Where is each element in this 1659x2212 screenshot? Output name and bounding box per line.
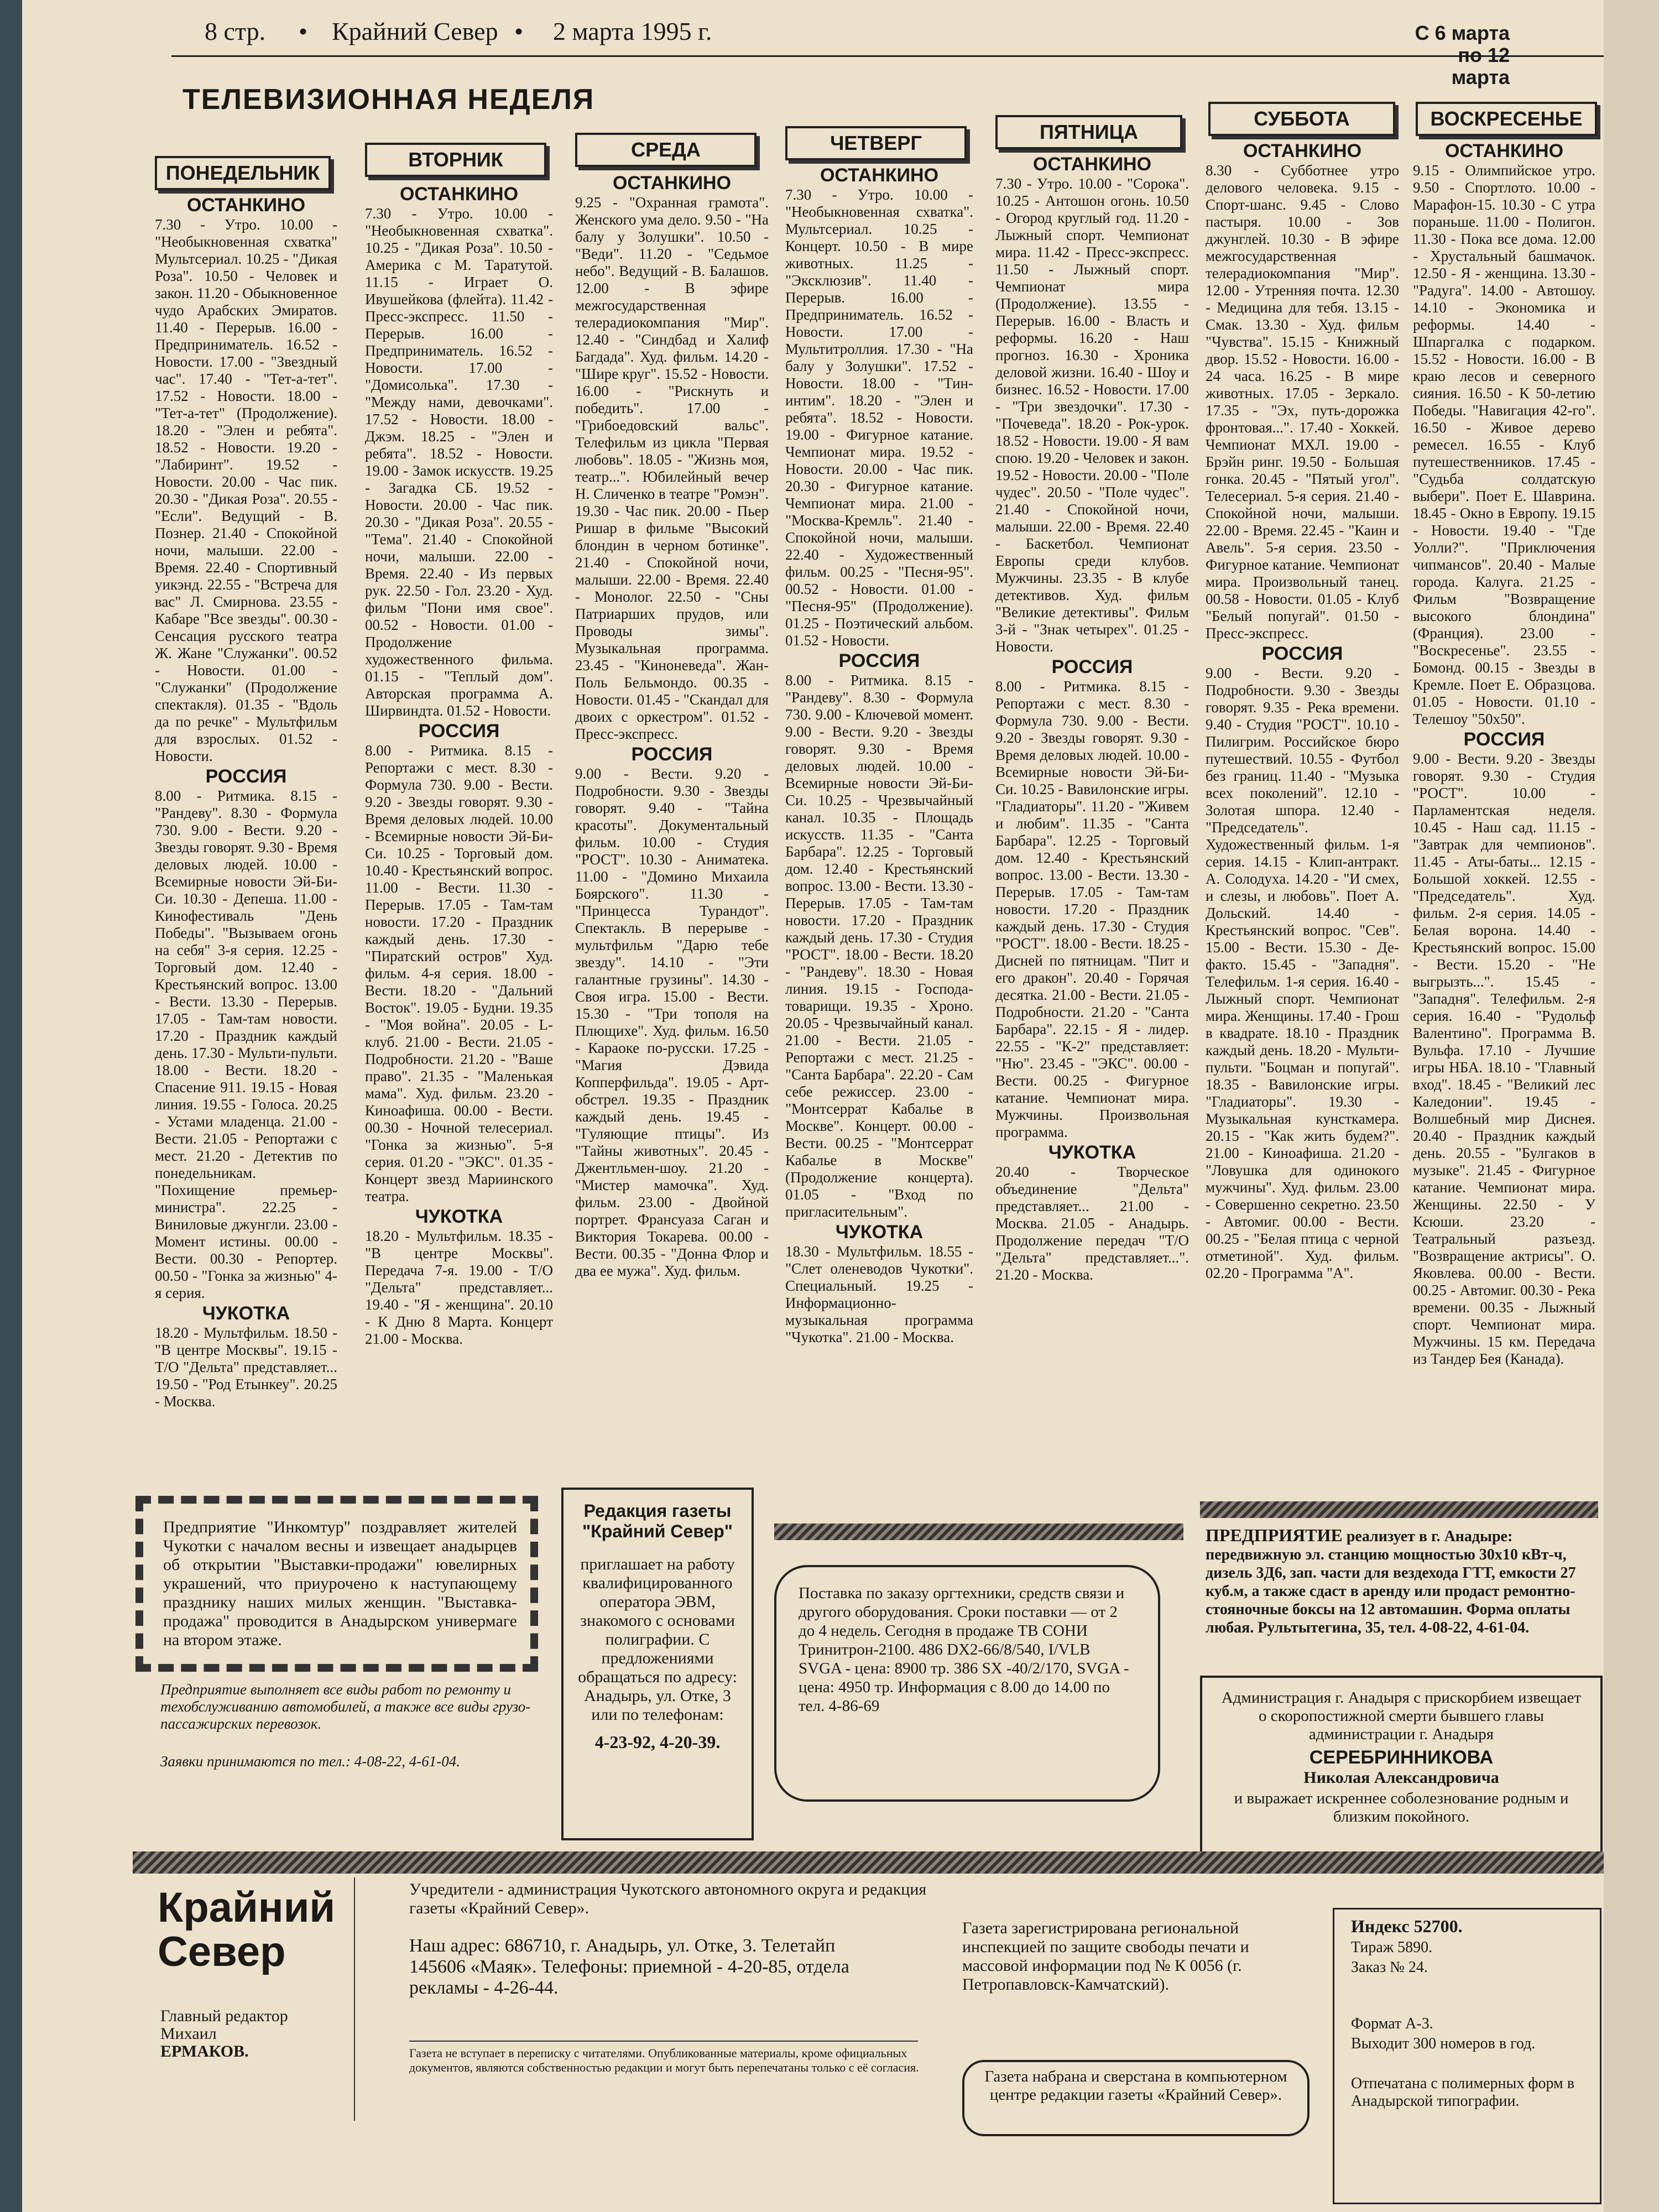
enterprise-ad: ПРЕДПРИЯТИЕ реализует в г. Анадыре: передвижную эл. станцию мощностью 30х10 кВт-ч, дизель 3Д6, зап. части для вездехода ГТТ, емкости 27 куб.м, а также сдаст в аренду или продаст ремонтно-стояночные боксы на 12 автомашин. Форма оплаты любая. Рультытегина, 35, тел. 4-08-22, 4-61-04. <box>1206 1525 1576 1636</box>
thursday-rossiya: 8.00 - Ритмика. 8.15 - "Рандеву". 8.30 - Формула 730. 9.00 - Ключевой момент. 9.00 - Вести. 9.20 - Звезды говорят. 9.30 - Время деловых людей. 10.00 - Всемирные новости Эй-Би-Си. 10.25 - Чрезвычайный канал. 10.35 - Площадь искусств. 11.35 - "Санта Барбара". 12.25 - Торговый дом. 12.40 - Крестьянский вопрос. 13.00 - Вести. 13.30 - Перерыв. 17.05 - Там-там новости. 17.20 - Праздник каждый день. 17.30 - Студия "РОСТ". 18.00 - Вести. 18.20 - "Рандеву". 18.30 - Новая линия. 19.15 - Господа-товарищи. 19.35 - Хроно. 20.05 - Чрезвычайный канал. 21.00 - Вести. 21.05 - Репортажи с мест. 21.25 - "Санта Барбара". 22.20 - Сам себе режиссер. 23.00 - "Монтсеррат Кабалье в Москве". Концерт. 00.00 - Вести. 00.25 - "Монтсеррат Кабалье в Москве" (Продолжение концерта). 01.05 - "Вход по пригласительным". <box>785 672 973 1220</box>
saturday-ostankino: 8.30 - Субботнее утро делового человека. 9.15 - Спорт-шанс. 9.45 - Слово пастыря. 10.00 - Зов джунглей. 10.30 - В эфире межгосударственная телерадиокомпания "Мир". 12.00 - Утренняя почта. 12.30 - Медицина для тебя. 13.15 - Смак. 13.30 - Худ. фильм "Чувства". 15.15 - Книжный двор. 15.52 - Новости. 16.00 - 24 часа. 16.25 - В мире животных. 17.05 - Зеркало. 17.35 - "Эх, путь-дорожка фронтовая...". 17.40 - Хоккей. Чемпионат МХЛ. 19.00 - Брэйн ринг. 19.50 - Большая гонка. 20.45 - "Пятый угол". Телесериал. 5-я серия. 21.40 - Спокойной ночи, малыши. 22.00 - Время. 22.45 - "Каин и Авель". 5-я серия. 23.50 - Фигурное катание. Чемпионат мира. Произвольный танец. 00.58 - Новости. 01.05 - Клуб "Белый попугай". 01.50 - Пресс-экспресс. <box>1206 162 1399 641</box>
computer-supply-ad: Поставка по заказу оргтехники, средств связи и другого оборудования. Сроки поставки — от 2 до 4 недель. Сегодня в продаже ТВ СОНИ Тринитрон-2100. 486 DX2-66/8/540, I/VLB SVGA - цена: 8900 тр. 386 SX -40/2/170, SVGA - цена: 4950 тр. Информация с 8.00 до 14.00 по тел. 4-86-69 <box>774 1565 1160 1802</box>
inkomtur-ad: Предприятие "Инкомтур" поздравляет жителей Чукотки с началом весны и извещает анадырцев об открытии "Выставки-продажи" ювелирных украшений, что приурочено к наступающему празднику наших милых женщин. "Выставка-продажа" проводится в Анадырском универмаге на втором этаже. <box>163 1518 517 1649</box>
editorial-title: Редакция газеты "Крайний Север" <box>582 1501 733 1541</box>
masthead-bar: 8 стр. • Крайний Север • 2 марта 1995 г. <box>171 11 1604 57</box>
week-range: С 6 марта по 12 марта <box>1415 22 1510 88</box>
channel-rossiya: РОССИЯ <box>205 766 287 787</box>
masthead-paper-name: Крайний Север <box>332 17 498 45</box>
channel-ostankino: ОСТАНКИНО <box>186 195 306 216</box>
tuesday-rossiya: 8.00 - Ритмика. 8.15 - Репортажи с мест. 8.30 - Формула 730. 9.00 - Вести. 9.20 - Звезды говорят. 9.30 - Время деловых людей. 10.00 - Всемирные новости Эй-Би-Си. 10.25 - Торговый дом. 10.40 - Крестьянский вопрос. 11.00 - Вести. 11.30 - Перерыв. 17.05 - Там-там новости. 17.20 - Праздник каждый день. 17.30 - "Пиратский остров" Худ. фильм. 4-я серия. 18.00 - Вести. 18.20 - "Дальний Восток". 19.05 - Будни. 19.35 - "Моя война". 20.05 - L-клуб. 21.00 - Вести. 21.05 - Подробности. 21.20 - "Ваше право". 21.35 - "Маленькая мама". Худ. фильм. 23.20 - Киноафиша. 00.00 - Вести. 00.30 - Ночной телесериал. "Гонка за жизнью". 5-я серия. 01.20 - "ЭКС". 01.35 - Концерт звезд Мариинского театра. <box>365 742 553 1204</box>
sunday-ostankino: 9.15 - Олимпийское утро. 9.50 - Спортлото. 10.00 - Марафон-15. 10.30 - С утра пораньше. 11.00 - Полигон. 11.30 - Пока все дома. 12.00 - Хрустальный башмачок. 12.50 - Я - женщина. 13.30 - "Радуга". 14.00 - Автошоу. 14.10 - Экономика и реформы. 14.40 - Шпаргалка с подарком. 15.52 - Новости. 16.00 - В краю лесов и северного сияния. 16.50 - К 50-летию Победы. "Навигация 42-го". 16.50 - Живое дерево ремесел. 16.55 - Клуб путешественников. 17.45 - "Судьба солдатскую выбери". Поет Е. Шаврина. 18.45 - Окно в Европу. 19.15 - Новости. 19.40 - "Где Уолли?". "Приключения чипмансов". 20.40 - Малые города. Калуга. 21.25 - Фильм "Возвращение высокого блондина" (Франция). 23.00 - "Воскресенье". 23.55 - Бомонд. 00.15 - Звезды в Кремле. Поет Е. Образцова. 01.05 - Новости. 01.10 - Телешоу "50х50". <box>1413 162 1595 727</box>
tv-week-title: ТЕЛЕВИЗИОННАЯ НЕДЕЛЯ <box>182 84 595 116</box>
wednesday-rossiya: 9.00 - Вести. 9.20 - Подробности. 9.30 - Звезды говорят. 9.40 - "Тайна красоты". Документальный фильм. 10.00 - Студия "РОСТ". 10.30 - Аниматека. 11.00 - "Домино Михаила Боярского". 11.30 - "Принцесса Турандот". Спектакль. В перерыве - мультфильм "Дарю тебе звезду". 14.10 - "Эти галантные грузины". 14.30 - Своя игра. 15.00 - Вести. 15.30 - "Три тополя на Плющихе". Худ. фильм. 16.50 - Караоке по-русски. 17.25 - "Магия Дэвида Копперфильда". 19.05 - Арт-обстрел. 19.35 - Праздник каждый день. 19.45 - "Гуляющие птицы". Из "Тайны животных". 20.45 - Джентльмен-шоу. 21.20 - "Мистер мамочка". Худ. фильм. 23.00 - Двойной портрет. Франсуаза Саган и Виктория Токарева. 00.00 - Вести. 00.35 - "Донна Флор и два ее мужа". Худ. фильм. <box>575 765 769 1279</box>
day-header-wednesday: СРЕДА <box>575 133 757 167</box>
channel-chukotka: ЧУКОТКА <box>202 1303 290 1324</box>
sunday-rossiya: 9.00 - Вести. 9.20 - Звезды говорят. 9.30 - Студия "РОСТ". 10.00 - Парламентская неделя. 10.45 - Наш сад. 11.15 - "Завтрак для чемпионов". 11.45 - Аты-баты... 12.15 - Большой хоккей. 12.55 - "Председатель". Худ. фильм. 2-я серия. 14.05 - Белая ворона. 14.40 - Крестьянский вопрос. 15.00 - Вести. 15.20 - "Не выгрызть...". 15.45 - "Западня". Телефильм. 2-я серия. 16.40 - "Рудольф Валентино". Программа В. Вульфа. 17.10 - Лучшие игры НБА. 18.10 - "Главный вход". 18.45 - "Великий лес Каледонии". 19.45 - Волшебный мир Диснея. 20.40 - Праздник каждый день. 20.55 - "Булгаков в музыке". 21.45 - Фигурное катание. Чемпионат мира. Женщины. 22.50 - У Ксюши. 23.20 - Театральный разъезд. "Возвращение актрисы". О. Яковлева. 00.00 - Вести. 00.25 - Автомиг. 00.30 - Река времени. 00.35 - Лыжный спорт. Чемпионат мира. Мужчины. 15 км. Передача из Тандер Бея (Канада). <box>1413 750 1595 1367</box>
print-info-box: Индекс 52700. Тираж 5890. Заказ № 24. Формат А-3. Выходит 300 номеров в год. Отпечатана с полимерных форм в Анадырской типографии. <box>1333 1908 1601 2204</box>
page-number: 8 стр. <box>205 17 266 45</box>
friday-chukotka: 20.40 - Творческое объединение "Дельта" представляет... 21.00 - Москва. 21.05 - Анадырь. Продолжение передач "Т/О "Дельта" представляет...". 21.20 - Москва. <box>995 1164 1189 1283</box>
repair-ad: Предприятие выполняет все виды работ по ремонту и техобслуживанию автомобилей, а также все виды грузо-пассажирских перевозок. <box>160 1681 531 1732</box>
thursday-ostankino: 7.30 - Утро. 10.00 - "Необыкновенная схватка". Мультсериал. 10.25 - Концерт. 10.50 - В мире животных. 11.25 - "Эксклюзив". 11.40 - Перерыв. 16.00 - Предприниматель. 16.52 - Новости. 17.00 - Мультитроллия. 17.30 - "На балу у Золушки". 17.52 - Новости. 18.00 - "Тин-интим". 18.20 - "Элен и ребята". 18.52 - Новости. 19.00 - Фигурное катание. Чемпионат мира. 19.52 - Новости. 20.00 - Час пик. 20.30 - Фигурное катание. Чемпионат мира. 21.00 - "Москва-Кремль". 21.40 - Спокойной ночи, малыши. 22.40 - Художественный фильм. 00.25 - "Песня-95". 00.52 - Новости. 01.00 - "Песня-95" (Продолжение). 01.25 - Поэтический альбом. 01.52 - Новости. <box>785 186 973 649</box>
wednesday-ostankino: 9.25 - "Охранная грамота". Женского ума дело. 9.50 - "На балу у Золушки". 10.50 - "Веди". 11.20 - "Седьмое небо". Ведущий - В. Балашов. 12.00 - В эфире межгосударственная телерадиокомпания "Мир". 12.40 - "Синдбад и Халиф Багдада". Худ. фильм. 14.20 - "Шире круг". 15.52 - Новости. 16.00 - "Рискнуть и победить". 17.00 - "Грибоедовский вальс". Телефильм из цикла "Первая любовь". 18.05 - "Жизнь моя, театр...". Юбилейный вечер Н. Сличенко в театре "Ромэн". 19.30 - Час пик. 20.00 - Пьер Ришар в фильме "Высокий блондин в черном ботинке". 21.40 - Спокойной ночи, малыши. 22.00 - Время. 22.40 - Монолог. 22.50 - "Сны Патриарших прудов, или Проводы зимы". Музыкальная программа. 23.45 - "Киноневеда". Жан-Поль Бельмондо. 00.35 - Новости. 01.45 - "Скандал для двоих с оркестром". 01.52 - Пресс-экспресс. <box>575 194 769 742</box>
masthead-date: 2 марта 1995 г. <box>553 17 712 45</box>
day-header-monday: ПОНЕДЕЛЬНИК <box>155 156 331 190</box>
day-header-thursday: ЧЕТВЕРГ <box>785 126 967 160</box>
separator-bar <box>774 1524 1183 1540</box>
editorial-body: приглашает на работу квалифицированного оператора ЭВМ, знакомого с основами полиграфии. С предложениями обращаться по адресу: Анадырь, ул. Отке, 3 или по телефонам: <box>578 1555 737 1724</box>
footer-logo: Крайний Север <box>158 1884 336 1975</box>
registration-info: Газета зарегистрирована региональной инспекцией по защите свободы печати и массовой информации под № К 0056 (г. Петропавловск-Камчатский). <box>962 1919 1249 1994</box>
separator-bar <box>1200 1501 1598 1518</box>
saturday-column: ОСТАНКИНО 8.30 - Субботнее утро делового человека. 9.15 - Спорт-шанс. 9.45 - Слово пастыря. 10.00 - Зов джунглей. 10.30 - В эфире межгосударственная телерадиокомпания "Мир". 12.00 - Утренняя почта. 12.30 - Медицина для тебя. 13.15 - Смак. 13.30 - Худ. фильм "Чувства". 15.15 - Книжный двор. 15.52 - Новости. 16.00 - 24 часа. 16.25 - В мире животных. 17.05 - Зеркало. 17.35 - "Эх, путь-дорожка фронтовая...". 17.40 - Хоккей. Чемпионат МХЛ. 19.00 - Брэйн ринг. 19.50 - Большая гонка. 20.45 - "Пятый угол". Телесериал. 5-я серия. 21.40 - Спокойной ночи, малыши. 22.00 - Время. 22.45 - "Каин и Авель". 5-я серия. 23.50 - Фигурное катание. Чемпионат мира. Произвольный танец. 00.58 - Новости. 01.05 - Клуб "Белый попугай". 01.50 - Пресс-экспресс. РОССИЯ 9.00 - Вести. 9.20 - Подробности. 9.30 - Звезды говорят. 9.35 - Река времени. 9.40 - Студия "РОСТ". 10.10 - Пилигрим. Российское бюро путешествий. 10.55 - Футбол без границ. 11.40 - "Музыка всех поколений". 12.10 - Золотая шпора. 12.40 - "Председатель". Художественный фильм. 1-я серия. 14.15 - Клип-антракт. А. Солодуха. 14.20 - "И смех, и слезы, и любовь". Поет А. Дольский. 14.40 - Крестьянский вопрос. "Сев". 15.00 - Вести. 15.30 - Де-факто. 15.45 - "Западня". Телефильм. 1-я серия. 16.40 - Лыжный спорт. Чемпионат мира. Женщины. 17.40 - Грош в квадрате. 18.10 - Праздник каждый день. 18.20 - Мульти-пульти. "Боцман и попугай". 18.35 - Вавилонские игры. "Гладиаторы". 19.30 - Музыкальная кунсткамера. 20.15 - "Как жить будем?". 21.00 - Киноафиша. 21.20 - "Ловушка для одинокого мужчины". Худ. фильм. 23.00 - Совершенно секретно. 23.50 - Автомиг. 00.00 - Вести. 00.25 - "Белая птица с черной отметиной". Худ. фильм. 02.20 - Программа "А". <box>1206 140 1399 1281</box>
typeset-info: Газета набрана и сверстана в компьютерном центре редакции газеты «Крайний Север». <box>962 2060 1310 2136</box>
repair-phones: Заявки принимаются по тел.: 4-08-22, 4-61-04. <box>160 1753 461 1770</box>
monday-column <box>155 194 337 1410</box>
footer-separator <box>133 1851 1604 1874</box>
day-header-sunday: ВОСКРЕСЕНЬЕ <box>1416 102 1597 136</box>
editorial-vacancy-box <box>561 1488 754 1840</box>
day-header-tuesday: ВТОРНИК <box>365 143 546 177</box>
thursday-column: ОСТАНКИНО 7.30 - Утро. 10.00 - "Необыкновенная схватка". Мультсериал. 10.25 - Концерт. 10.50 - В мире животных. 11.25 - "Эксклюзив". 11.40 - Перерыв. 16.00 - Предприниматель. 16.52 - Новости. 17.00 - Мультитроллия. 17.30 - "На балу у Золушки". 17.52 - Новости. 18.00 - "Тин-интим". 18.20 - "Элен и ребята". 18.52 - Новости. 19.00 - Фигурное катание. Чемпионат мира. 19.52 - Новости. 20.00 - Час пик. 20.30 - Фигурное катание. Чемпионат мира. 21.00 - "Москва-Кремль". 21.40 - Спокойной ночи, малыши. 22.40 - Художественный фильм. 00.25 - "Песня-95". 00.52 - Новости. 01.00 - "Песня-95" (Продолжение). 01.25 - Поэтический альбом. 01.52 - Новости. РОССИЯ 8.00 - Ритмика. 8.15 - "Рандеву". 8.30 - Формула 730. 9.00 - Ключевой момент. 9.00 - Вести. 9.20 - Звезды говорят. 9.30 - Время деловых людей. 10.00 - Всемирные новости Эй-Би-Си. 10.25 - Чрезвычайный канал. 10.35 - Площадь искусств. 11.35 - "Санта Барбара". 12.25 - Торговый дом. 12.40 - Крестьянский вопрос. 13.00 - Вести. 13.30 - Перерыв. 17.05 - Там-там новости. 17.20 - Праздник каждый день. 17.30 - Студия "РОСТ". 18.00 - Вести. 18.20 - "Рандеву". 18.30 - Новая линия. 19.15 - Господа-товарищи. 19.35 - Хроно. 20.05 - Чрезвычайный канал. 21.00 - Вести. 21.05 - Репортажи с мест. 21.25 - "Санта Барбара". 22.20 - Сам себе режиссер. 23.00 - "Монтсеррат Кабалье в Москве". Концерт. 00.00 - Вести. 00.25 - "Монтсеррат Кабалье в Москве" (Продолжение концерта). 01.05 - "Вход по пригласительным". ЧУКОТКА 18.30 - Мультфильм. 18.55 - "Слет оленеводов Чукотки". Специальный. 19.25 - Информационно-музыкальная программа "Чукотка". 21.00 - Москва. <box>785 165 973 1345</box>
tuesday-column: ОСТАНКИНО 7.30 - Утро. 10.00 - "Необыкновенная схватка". 10.25 - "Дикая Роза". 10.50 - Америка с М. Таратутой. 11.15 - Играет О. Ивушейкова (флейта). 11.42 - Пресс-экспресс. 11.50 - Перерыв. 16.00 - Предприниматель. 16.52 - Новости. 17.00 - "Домисолька". 17.30 - "Между нами, девочками". 17.52 - Новости. 18.00 - Джэм. 18.25 - "Элен и ребята". 18.52 - Новости. 19.00 - Замок искусств. 19.25 - Загадка СБ. 19.52 - Новости. 20.00 - Час пик. 20.30 - "Дикая Роза". 20.55 - "Тема". 21.40 - Спокойной ночи, малыши. 22.00 - Время. 22.40 - Из первых рук. 22.50 - Гол. 23.20 - Худ. фильм "Пони имя свое". 00.52 - Новости. 01.00 - Продолжение художественного фильма. 01.15 - "Теплый дом". Авторская программа А. Ширвиндта. 01.52 - Новости. РОССИЯ 8.00 - Ритмика. 8.15 - Репортажи с мест. 8.30 - Формула 730. 9.00 - Вести. 9.20 - Звезды говорят. 9.30 - Время деловых людей. 10.00 - Всемирные новости Эй-Би-Си. 10.25 - Торговый дом. 10.40 - Крестьянский вопрос. 11.00 - Вести. 11.30 - Перерыв. 17.05 - Там-там новости. 17.20 - Праздник каждый день. 17.30 - "Пиратский остров" Худ. фильм. 4-я серия. 18.00 - Вести. 18.20 - "Дальний Восток". 19.05 - Будни. 19.35 - "Моя война". 20.05 - L-клуб. 21.00 - Вести. 21.05 - Подробности. 21.20 - "Ваше право". 21.35 - "Маленькая мама". Худ. фильм. 23.20 - Киноафиша. 00.00 - Вести. 00.30 - Ночной телесериал. "Гонка за жизнью". 5-я серия. 01.20 - "ЭКС". 01.35 - Концерт звезд Мариинского театра. ЧУКОТКА 18.20 - Мультфильм. 18.35 - "В центре Москвы". Передача 7-я. 19.00 - Т/О "Дельта" представляет... 19.40 - "Я - женщина". 20.10 - К Дню 8 Марта. Концерт 21.00 - Москва. <box>365 184 553 1347</box>
tuesday-chukotka: 18.20 - Мультфильм. 18.35 - "В центре Москвы". Передача 7-я. 19.00 - Т/О "Дельта" представляет... 19.40 - "Я - женщина". 20.10 - К Дню 8 Марта. Концерт 21.00 - Москва. <box>365 1228 553 1347</box>
newspaper-page <box>22 0 1626 2212</box>
condolence-notice: Администрация г. Анадыря с прискорбием извещает о скоропостижной смерти бывшего главы администрации г. Анадыря СЕРЕБРИННИКОВА Николая Александровича и выражает искреннее соболезнование родным и близким покойного. <box>1200 1676 1603 1857</box>
editorial-phones: 4-23-92, 4-20-39. <box>594 1732 721 1752</box>
friday-ostankino: 7.30 - Утро. 10.00 - "Сорока". 10.25 - Антошон огонь. 10.50 - Огород круглый год. 11.20 - Лыжный спорт. Чемпионат мира. 11.42 - Пресс-экспресс. 11.50 - Лыжный спорт. Чемпионат мира (Продолжение). 13.55 - Перерыв. 16.00 - Власть и реформы. 16.20 - Наш прогноз. 16.30 - Хроника деловой жизни. 16.40 - Шоу и бизнес. 16.52 - Новости. 17.00 - "Три звездочки". 17.30 - "Почеведа". 18.20 - Рок-урок. 18.52 - Новости. 19.00 - Я вам спою. 19.20 - Человек и закон. 19.52 - Новости. 20.00 - "Поле чудес". 20.50 - "Поле чудес". 21.40 - Спокойной ночи, малыши. 22.00 - Время. 22.40 - Баскетбол. Чемпионат Европы среди клубов. Мужчины. 23.35 - В клубе детективов. Худ. фильм "Великие детективы". Фильм 3-й - "Знак четырех". 01.25 - Новости. <box>995 175 1189 655</box>
monday-rossiya: 8.00 - Ритмика. 8.15 - "Рандеву". 8.30 - Формула 730. 9.00 - Вести. 9.20 - Звезды говорят. 9.30 - Время деловых людей. 10.00 - Всемирные новости Эй-Би-Си. 10.30 - Депеша. 11.00 - Кинофестиваль "День Победы". "Вызываем огонь на себя" 3-я серия. 12.25 - Торговый дом. 12.40 - Крестьянский вопрос. 13.00 - Вести. 13.30 - Перерыв. 17.05 - Там-там новости. 17.20 - Праздник каждый день. 17.30 - Мульти-пульти. 18.00 - Вести. 18.20 - Спасение 911. 19.15 - Новая линия. 19.55 - Голоса. 20.25 - Устами младенца. 21.00 - Вести. 21.05 - Репортажи с мест. 21.20 - Детектив по понедельникам. "Похищение премьер-министра". 22.25 - Виниловые джунгли. 23.00 - Момент истины. 00.00 - Вести. 00.30 - Репортер. 00.50 - "Гонка за жизнью" 4-я серия. <box>155 787 337 1301</box>
editorial-address: Наш адрес: 686710, г. Анадырь, ул. Отке, 3. Телетайп 145606 «Маяк». Телефоны: приемной - 4-20-85, отдела рекламы - 4-26-44. <box>409 1936 849 1998</box>
wednesday-column: ОСТАНКИНО 9.25 - "Охранная грамота". Женского ума дело. 9.50 - "На балу у Золушки". 10.50 - "Веди". 11.20 - "Седьмое небо". Ведущий - В. Балашов. 12.00 - В эфире межгосударственная телерадиокомпания "Мир". 12.40 - "Синдбад и Халиф Багдада". Худ. фильм. 14.20 - "Шире круг". 15.52 - Новости. 16.00 - "Рискнуть и победить". 17.00 - "Грибоедовский вальс". Телефильм из цикла "Первая любовь". 18.05 - "Жизнь моя, театр...". Юбилейный вечер Н. Сличенко в театре "Ромэн". 19.30 - Час пик. 20.00 - Пьер Ришар в фильме "Высокий блондин в черном ботинке". 21.40 - Спокойной ночи, малыши. 22.00 - Время. 22.40 - Монолог. 22.50 - "Сны Патриарших прудов, или Проводы зимы". Музыкальная программа. 23.45 - "Киноневеда". Жан-Поль Бельмондо. 00.35 - Новости. 01.45 - "Скандал для двоих с оркестром". 01.52 - Пресс-экспресс. РОССИЯ 9.00 - Вести. 9.20 - Подробности. 9.30 - Звезды говорят. 9.40 - "Тайна красоты". Документальный фильм. 10.00 - Студия "РОСТ". 10.30 - Аниматека. 11.00 - "Домино Михаила Боярского". 11.30 - "Принцесса Турандот". Спектакль. В перерыве - мультфильм "Дарю тебе звезду". 14.10 - "Эти галантные грузины". 14.30 - Своя игра. 15.00 - Вести. 15.30 - "Три тополя на Плющихе". Худ. фильм. 16.50 - Караоке по-русски. 17.25 - "Магия Дэвида Копперфильда". 19.05 - Арт-обстрел. 19.35 - Праздник каждый день. 19.45 - "Гуляющие птицы". Из "Тайны животных". 20.45 - Джентльмен-шоу. 21.20 - "Мистер мамочка". Худ. фильм. 23.00 - Двойной портрет. Франсуаза Саган и Виктория Токарева. 00.00 - Вести. 00.35 - "Донна Флор и два ее мужа". Худ. фильм. <box>575 173 769 1279</box>
thursday-chukotka: 18.30 - Мультфильм. 18.55 - "Слет оленеводов Чукотки". Специальный. 19.25 - Информационно-музыкальная программа "Чукотка". 21.00 - Москва. <box>785 1243 973 1345</box>
sunday-column: ОСТАНКИНО 9.15 - Олимпийское утро. 9.50 - Спортлото. 10.00 - Марафон-15. 10.30 - С утра пораньше. 11.00 - Полигон. 11.30 - Пока все дома. 12.00 - Хрустальный башмачок. 12.50 - Я - женщина. 13.30 - "Радуга". 14.00 - Автошоу. 14.10 - Экономика и реформы. 14.40 - Шпаргалка с подарком. 15.52 - Новости. 16.00 - В краю лесов и северного сияния. 16.50 - К 50-летию Победы. "Навигация 42-го". 16.50 - Живое дерево ремесел. 16.55 - Клуб путешественников. 17.45 - "Судьба солдатскую выбери". Поет Е. Шаврина. 18.45 - Окно в Европу. 19.15 - Новости. 19.40 - "Где Уолли?". "Приключения чипмансов". 20.40 - Малые города. Калуга. 21.25 - Фильм "Возвращение высокого блондина" (Франция). 23.00 - "Воскресенье". 23.55 - Бомонд. 00.15 - Звезды в Кремле. Поет Е. Образцова. 01.05 - Новости. 01.10 - Телешоу "50х50". РОССИЯ 9.00 - Вести. 9.20 - Звезды говорят. 9.30 - Студия "РОСТ". 10.00 - Парламентская неделя. 10.45 - Наш сад. 11.15 - "Завтрак для чемпионов". 11.45 - Аты-баты... 12.15 - Большой хоккей. 12.55 - "Председатель". Худ. фильм. 2-я серия. 14.05 - Белая ворона. 14.40 - Крестьянский вопрос. 15.00 - Вести. 15.20 - "Не выгрызть...". 15.45 - "Западня". Телефильм. 2-я серия. 16.40 - "Рудольф Валентино". Программа В. Вульфа. 17.10 - Лучшие игры НБА. 18.10 - "Главный вход". 18.45 - "Великий лес Каледонии". 19.45 - Волшебный мир Диснея. 20.40 - Праздник каждый день. 20.55 - "Булгаков в музыке". 21.45 - Фигурное катание. Чемпионат мира. Женщины. 22.50 - У Ксюши. 23.20 - Театральный разъезд. "Возвращение актрисы". О. Яковлева. 00.00 - Вести. 00.25 - Автомиг. 00.30 - Река времени. 00.35 - Лыжный спорт. Чемпионат мира. Мужчины. 15 км. Передача из Тандер Бея (Канада). <box>1413 140 1595 1367</box>
friday-rossiya: 8.00 - Ритмика. 8.15 - Репортажи с мест. 8.30 - Формула 730. 9.00 - Вести. 9.20 - Звезды говорят. 9.30 - Время деловых людей. 10.00 - Всемирные новости Эй-Би-Си. 10.25 - Вавилонские игры. "Гладиаторы". 11.20 - "Живем и любим". 11.35 - "Санта Барбара". 12.25 - Торговый дом. 12.40 - Крестьянский вопрос. 13.00 - Вести. 13.30 - Перерыв. 17.05 - Там-там новости. 17.20 - Праздник каждый день. 17.30 - Студия "РОСТ". 18.00 - Вести. 18.25 - Дисней по пятницам. "Пит и его дракон". 20.40 - Горячая десятка. 21.00 - Вести. 21.05 - Подробности. 21.20 - "Санта Барбара". 22.15 - Я - лидер. 22.55 - "К-2" представляет: "Ню". 23.45 - "ЭКС". 00.00 - Вести. 00.25 - Фигурное катание. Чемпионат мира. Мужчины. Произвольная программа. <box>995 678 1190 1140</box>
saturday-rossiya: 9.00 - Вести. 9.20 - Подробности. 9.30 - Звезды говорят. 9.35 - Река времени. 9.40 - Студия "РОСТ". 10.10 - Пилигрим. Российское бюро путешествий. 10.55 - Футбол без границ. 11.40 - "Музыка всех поколений". 12.10 - Золотая шпора. 12.40 - "Председатель". Художественный фильм. 1-я серия. 14.15 - Клип-антракт. А. Солодуха. 14.20 - "И смех, и слезы, и любовь". Поет А. Дольский. 14.40 - Крестьянский вопрос. "Сев". 15.00 - Вести. 15.30 - Де-факто. 15.45 - "Западня". Телефильм. 1-я серия. 16.40 - Лыжный спорт. Чемпионат мира. Женщины. 17.40 - Грош в квадрате. 18.10 - Праздник каждый день. 18.20 - Мульти-пульти. "Боцман и попугай". 18.35 - Вавилонские игры. "Гладиаторы". 19.30 - Музыкальная кунсткамера. 20.15 - "Как жить будем?". 21.00 - Киноафиша. 21.20 - "Ловушка для одинокого мужчины". Худ. фильм. 23.00 - Совершенно секретно. 23.50 - Автомиг. 00.00 - Вести. 00.25 - "Белая птица с черной отметиной". Худ. фильм. 02.20 - Программа "А". <box>1206 665 1399 1281</box>
adjacent-page-edge <box>1604 0 1659 2212</box>
editor-in-chief: Главный редактор Михаил ЕРМАКОВ. <box>160 2007 288 2060</box>
monday-ostankino: 7.30 - Утро. 10.00 - "Необыкновенная схватка" Мультсериал. 10.25 - "Дикая Роза". 10.50 - Человек и закон. 11.20 - Обыкновенное чудо Арабских Эмиратов. 11.40 - Перерыв. 16.00 - Предприниматель. 16.52 - Новости. 17.00 - "Звездный час". 17.40 - "Тет-а-тет". 17.52 - Новости. 18.00 - "Тет-а-тет" (Продолжение). 18.20 - "Элен и ребята". 18.52 - Новости. 19.20 - "Лабиринт". 19.52 - Новости. 20.00 - Час пик. 20.30 - "Дикая Роза". 20.55 - "Если". Ведущий - В. Познер. 21.40 - Спокойной ночи, малыши. 22.00 - Время. 22.40 - Спортивный уикэнд. 22.55 - "Встреча для вас" Л. Смирнова. 23.55 - Кабаре "Все звезды". 00.30 - Сенсация русского театра Ж. Жане "Служанки". 00.52 - Новости. 01.00 - "Служанки" (Продолжение спектакля). 01.35 - "Вдоль да по речке" - Мультфильм для взрослых. 01.52 - Новости. <box>155 216 337 764</box>
tuesday-ostankino: 7.30 - Утро. 10.00 - "Необыкновенная схватка". 10.25 - "Дикая Роза". 10.50 - Америка с М. Таратутой. 11.15 - Играет О. Ивушейкова (флейта). 11.42 - Пресс-экспресс. 11.50 - Перерыв. 16.00 - Предприниматель. 16.52 - Новости. 17.00 - "Домисолька". 17.30 - "Между нами, девочками". 17.52 - Новости. 18.00 - Джэм. 18.25 - "Элен и ребята". 18.52 - Новости. 19.00 - Замок искусств. 19.25 - Загадка СБ. 19.52 - Новости. 20.00 - Час пик. 20.30 - "Дикая Роза". 20.55 - "Тема". 21.40 - Спокойной ночи, малыши. 22.00 - Время. 22.40 - Из первых рук. 22.50 - Гол. 23.20 - Худ. фильм "Пони имя свое". 00.52 - Новости. 01.00 - Продолжение художественного фильма. 01.15 - "Теплый дом". Авторская программа А. Ширвиндта. 01.52 - Новости. <box>365 205 553 719</box>
day-header-saturday: СУББОТА <box>1208 102 1395 136</box>
founders: Учредители - администрация Чукотского автономного округа и редакция газеты «Крайний Север». <box>409 1880 927 1917</box>
monday-chukotka: 18.20 - Мультфильм. 18.50 - "В центре Москвы". 19.15 - Т/О "Дельта" представляет... 19.50 - "Род Етынкеу". 20.25 - Москва. <box>155 1324 337 1410</box>
day-header-friday: ПЯТНИЦА <box>995 115 1182 149</box>
reader-notice: Газета не вступает в переписку с читателями. Опубликованные материалы, кроме официальных документов, являются собственностью редакции и могут быть перепечатаны только с её согласия. <box>409 2046 919 2074</box>
friday-column: ОСТАНКИНО 7.30 - Утро. 10.00 - "Сорока". 10.25 - Антошон огонь. 10.50 - Огород круглый год. 11.20 - Лыжный спорт. Чемпионат мира. 11.42 - Пресс-экспресс. 11.50 - Лыжный спорт. Чемпионат мира (Продолжение). 13.55 - Перерыв. 16.00 - Власть и реформы. 16.20 - Наш прогноз. 16.30 - Хроника деловой жизни. 16.40 - Шоу и бизнес. 16.52 - Новости. 17.00 - "Три звездочки". 17.30 - "Почеведа". 18.20 - Рок-урок. 18.52 - Новости. 19.00 - Я вам спою. 19.20 - Человек и закон. 19.52 - Новости. 20.00 - "Поле чудес". 20.50 - "Поле чудес". 21.40 - Спокойной ночи, малыши. 22.00 - Время. 22.40 - Баскетбол. Чемпионат Европы среди клубов. Мужчины. 23.35 - В клубе детективов. Худ. фильм "Великие детективы". Фильм 3-й - "Знак четырех". 01.25 - Новости. РОССИЯ 8.00 - Ритмика. 8.15 - Репортажи с мест. 8.30 - Формула 730. 9.00 - Вести. 9.20 - Звезды говорят. 9.30 - Время деловых людей. 10.00 - Всемирные новости Эй-Би-Си. 10.25 - Вавилонские игры. "Гладиаторы". 11.20 - "Живем и любим". 11.35 - "Санта Барбара". 12.25 - Торговый дом. 12.40 - Крестьянский вопрос. 13.00 - Вести. 13.30 - Перерыв. 17.05 - Там-там новости. 17.20 - Праздник каждый день. 17.30 - Студия "РОСТ". 18.00 - Вести. 18.25 - Дисней по пятницам. "Пит и его дракон". 20.40 - Горячая десятка. 21.00 - Вести. 21.05 - Подробности. 21.20 - "Санта Барбара". 22.15 - Я - лидер. 22.55 - "К-2" представляет: "Ню". 23.45 - "ЭКС". 00.00 - Вести. 00.25 - Фигурное катание. Чемпионат мира. Мужчины. Произвольная программа. ЧУКОТКА 20.40 - Творческое объединение "Дельта" представляет... 21.00 - Москва. 21.05 - Анадырь. Продолжение передач "Т/О "Дельта" представляет...". 21.20 - Москва. <box>995 154 1190 1283</box>
